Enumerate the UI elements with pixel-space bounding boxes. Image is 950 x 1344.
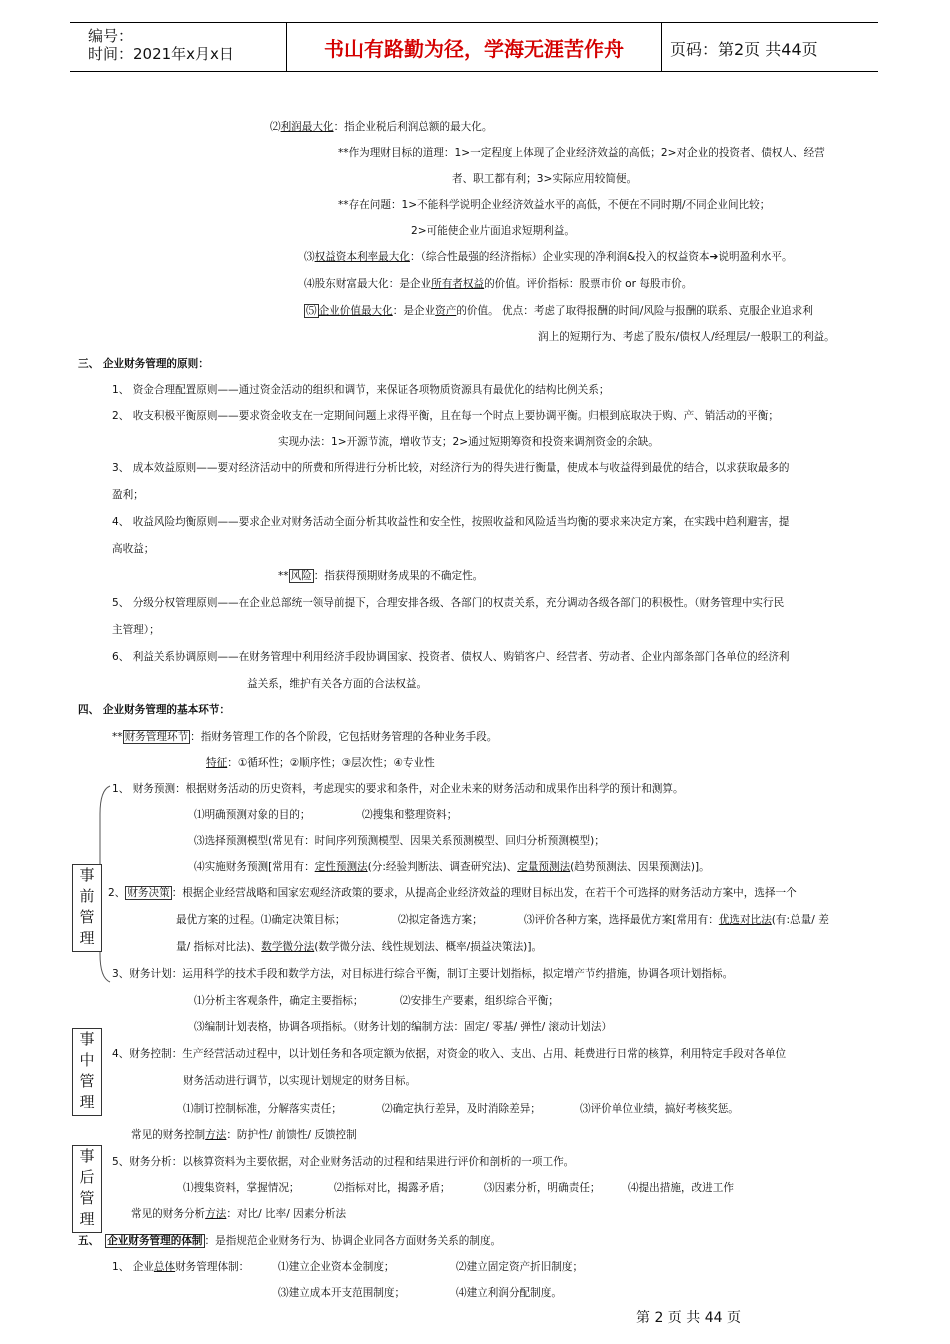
principle-5-line1: 5、 分级分权管理原则——在企业总部统一领导前提下，合理安排各级、各部门的权责关系，充分调动各级各部门的积极性。（财务管理中实行民	[112, 597, 785, 609]
principle-4-line2: 高收益；	[112, 543, 155, 555]
term-quantitative-forecast: 定量预测法	[517, 861, 571, 873]
goal-profit-max	[270, 120, 492, 134]
text: 量/ 指标对比法)、	[176, 941, 262, 953]
decision-step-1: 最优方案的过程。⑴确定决策目标；	[176, 914, 346, 926]
term-method: 方法	[205, 1129, 227, 1141]
analysis-step-3: ⑶因素分析，明确责任；	[484, 1182, 601, 1194]
enterprise-value-advantage-cont: 润上的短期行为、考虑了股东/债权人/经理层/一般职工的利益。	[538, 331, 835, 343]
risk-definition	[278, 569, 483, 583]
analysis-step-1: ⑴搜集资料，掌握情况；	[183, 1182, 300, 1194]
term-method: 方法	[205, 1208, 227, 1220]
profit-issue-line1: **存在问题：1>不能科学说明企业经济效益水平的高低，不便在不同时期/不同企业间比较；	[338, 199, 771, 211]
term-assets: 资产	[435, 305, 457, 317]
management-stage-definition	[112, 730, 497, 744]
analysis-step-4: ⑷提出措施，改进工作	[628, 1182, 734, 1194]
control-step-2: ⑵确定执行差异，及时消除差异；	[382, 1103, 541, 1115]
system-item-2: ⑵建立固定资产折旧制度；	[456, 1261, 584, 1273]
term-qualitative-forecast: 定性预测法	[314, 861, 368, 873]
definition-cont: 的价值。 优点：考虑了取得报酬的时间/风险与报酬的联系、克服企业追求利	[456, 305, 813, 317]
definition: ：是企业	[392, 305, 436, 317]
principle-6-line2: 益关系，维护有关各方面的合法权益。	[247, 678, 428, 690]
section-5-title	[78, 1234, 501, 1248]
label-pre-management: 事前管理	[72, 864, 102, 952]
text: 常见的财务分析	[131, 1208, 206, 1220]
principle-5-line2: 主管理）；	[112, 624, 160, 636]
item-number: 2、	[108, 887, 126, 899]
stage-1-forecast: 1、 财务预测：根据财务活动的历史资料，考虑现实的要求和条件，对企业未来的财务活动和成果作出科学的预计和测算。	[112, 783, 684, 795]
text: (数学微分法、线性规划法、概率/损益决策法)]。	[314, 941, 543, 953]
definition: ：是指规范企业财务行为、协调企业同各方面财务关系的制度。	[204, 1235, 502, 1247]
note-marker: **	[112, 731, 123, 743]
goal-equity-return-max	[304, 250, 793, 264]
text: (趋势预测法、因果预测法)]。	[570, 861, 710, 873]
system-item-3: ⑶建立成本开支范围制度；	[278, 1287, 406, 1299]
section-3-title: 三、 企业财务管理的原则：	[78, 358, 209, 370]
stage-5-analysis: 5、财务分析：以核算资料为主要依据，对企业财务活动的过程和结果进行评价和剖析的一项工作。	[112, 1156, 575, 1168]
text: 财务管理体制：	[175, 1261, 250, 1273]
text: ⑷实施财务预测[常用有：	[194, 861, 315, 873]
document-number-label: 编号：	[88, 27, 134, 45]
stage-features	[206, 756, 435, 770]
stage-4-control-line1: 4、财务控制：生产经营活动过程中，以计划任务和各项定额为依据，对资金的收入、支出、占用、耗费进行日常的核算，利用特定手段对各单位	[112, 1048, 787, 1060]
system-item-4: ⑷建立利润分配制度。	[456, 1287, 562, 1299]
text: 1、 企业	[112, 1261, 154, 1273]
definition: ：指获得预期财务成果的不确定性。	[313, 570, 484, 582]
definition: ：①循环性；②顺序性；③层次性；④专业性	[227, 757, 435, 769]
term-management-system: 企业财务管理的体制	[107, 1235, 203, 1247]
analysis-step-2: ⑵指标对比，揭露矛盾；	[334, 1182, 451, 1194]
term-risk: 风险	[290, 570, 312, 582]
item-number: ⑵	[270, 121, 281, 133]
term-shareholder-wealth: 股东财富最大化	[314, 278, 389, 290]
note-marker: **	[278, 570, 289, 582]
decision-step-3	[524, 913, 829, 927]
plan-step-3: ⑶编制计划表格，协调各项指标。（财务计划的编制方法：固定/ 零基/ 弹性/ 滚动计划法）	[194, 1021, 613, 1033]
forecast-step-2: ⑵搜集和整理资料；	[362, 809, 458, 821]
goal-shareholder-wealth-max	[304, 277, 692, 291]
text: (分:经验判断法、调查研究法)、	[367, 861, 518, 873]
forecast-step-1: ⑴明确预测对象的目的；	[194, 809, 311, 821]
term-overall: 总体	[153, 1261, 176, 1273]
section-4-title: 四、 企业财务管理的基本环节：	[78, 704, 230, 716]
header-page-label: 页码：第2页 共44页	[670, 40, 818, 59]
control-methods	[131, 1128, 357, 1142]
decision-step-2: ⑵拟定备选方案；	[398, 914, 483, 926]
header-motto: 书山有路勤为径，学海无涯苦作舟	[286, 23, 662, 71]
page-header	[70, 22, 878, 72]
control-step-3: ⑶评价单位业绩，搞好考核奖惩。	[580, 1103, 739, 1115]
plan-step-2: ⑵安排生产要素，组织综合平衡；	[400, 995, 559, 1007]
analysis-methods	[131, 1207, 346, 1221]
term-financial-decision: 财务决策	[127, 887, 170, 899]
plan-step-1: ⑴分析主客观条件，确定主要指标；	[194, 995, 364, 1007]
term-math-differential: 数学微分法	[261, 941, 315, 953]
item-number: ⑶	[304, 251, 315, 263]
term-profit-max: 利润最大化	[280, 121, 334, 133]
principle-6-line1: 6、 利益关系协调原则——在财务管理中利用经济手段协调国家、投资者、债权人、购销客户、经营者、劳动者、企业内部条部门各单位的经济利	[112, 651, 790, 663]
principle-3-line1: 3、 成本效益原则——要对经济活动中的所费和所得进行分析比较，对经济行为的得失进行衡量，使成本与收益得到最优的结合，以求获取最多的	[112, 462, 790, 474]
system-item-1: ⑴建立企业资本金制度；	[278, 1261, 395, 1273]
definition: ：根据企业经营战略和国家宏观经济政策的要求，从提高企业经济效益的理财目标出发，在若干个可选择的财务活动方案中，选择一个	[171, 887, 797, 899]
definition-cont: 的价值。评价指标：股票市价 or 每股市价。	[484, 278, 693, 290]
principle-1: 1、 资金合理配置原则——通过资金活动的组织和调节，来保证各项物质资源具有最优化的结构比例关系；	[112, 384, 610, 396]
text: (有:总量/ 差	[771, 914, 829, 926]
control-step-1: ⑴制订控制标准，分解落实责任；	[183, 1103, 342, 1115]
term-management-stage: 财务管理环节	[124, 731, 189, 743]
stage-3-plan: 3、财务计划：运用科学的技术手段和数学方法，对目标进行综合平衡，制订主要计划指标，拟定增产节约措施，协调各项计划指标。	[112, 968, 734, 980]
definition: ：指企业税后利润总额的最大化。	[333, 121, 493, 133]
term-owner-equity: 所有者权益	[431, 278, 485, 290]
header-meta	[88, 27, 234, 63]
text: 常见的财务控制	[131, 1129, 206, 1141]
goal-enterprise-value-max	[304, 304, 813, 318]
item-number: ⑷	[304, 278, 315, 290]
stage-2-decision	[108, 886, 797, 900]
document-time-label: 时间：2021年x月x日	[88, 45, 234, 63]
profit-issue-line2: 2>可能使企业片面追求短期利益。	[411, 225, 575, 237]
system-overall	[112, 1260, 249, 1274]
definition: ：（综合性最强的经济指标）企业实现的净利润&投入的权益资本➔说明盈利水平。	[409, 251, 793, 263]
decision-step-3-cont	[176, 940, 542, 954]
term-features: 特征	[206, 757, 228, 769]
principle-3-line2: 盈利；	[112, 489, 144, 501]
item-number: ⑸	[306, 305, 317, 317]
text: ⑶评价各种方案，选择最优方案[常用有：	[524, 914, 719, 926]
text: ：防护性/ 前馈性/ 反馈控制	[226, 1129, 357, 1141]
text: ：对比/ 比率/ 因素分析法	[226, 1208, 347, 1220]
forecast-step-3: ⑶选择预测模型(常见有：时间序列预测模型、因果关系预测模型、回归分析预测模型)；	[194, 835, 605, 847]
principle-4-line1: 4、 收益风险均衡原则——要求企业对财务活动全面分析其收益性和安全性，按照收益和风险适当均衡的要求来决定方案，在实践中趋利避害，提	[112, 516, 790, 528]
principle-2: 2、 收支积极平衡原则——要求资金收支在一定期间问题上求得平衡，且在每一个时点上要协调平衡。归根到底取决于购、产、销活动的平衡；	[112, 410, 779, 422]
principle-2-method: 实现办法：1>开源节流，增收节支；2>通过短期筹资和投资来调剂资金的余缺。	[278, 436, 659, 448]
profit-reason-line1: **作为理财目标的道理：1>一定程度上体现了企业经济效益的高低；2>对企业的投资者、债权人、经营	[338, 147, 825, 159]
stage-4-control-line2: 财务活动进行调节，以实现计划规定的财务目标。	[183, 1075, 417, 1087]
term-enterprise-value: 企业价值最大化	[318, 305, 393, 317]
label-post-management: 事后管理	[72, 1145, 102, 1233]
definition: ：指财务管理工作的各个阶段，它包括财务管理的各种业务手段。	[190, 731, 498, 743]
term-optimal-comparison: 优选对比法	[718, 914, 772, 926]
term-equity-return: 权益资本利率最大化	[314, 251, 410, 263]
section-number: 五、	[78, 1235, 100, 1247]
page-footer: 第 2 页 共 44 页	[636, 1310, 741, 1326]
profit-reason-line2: 者、职工都有利；3>实际应用较简便。	[452, 173, 638, 185]
forecast-step-4	[194, 860, 710, 874]
label-mid-management: 事中管理	[72, 1028, 102, 1116]
definition: ：是企业	[388, 278, 432, 290]
